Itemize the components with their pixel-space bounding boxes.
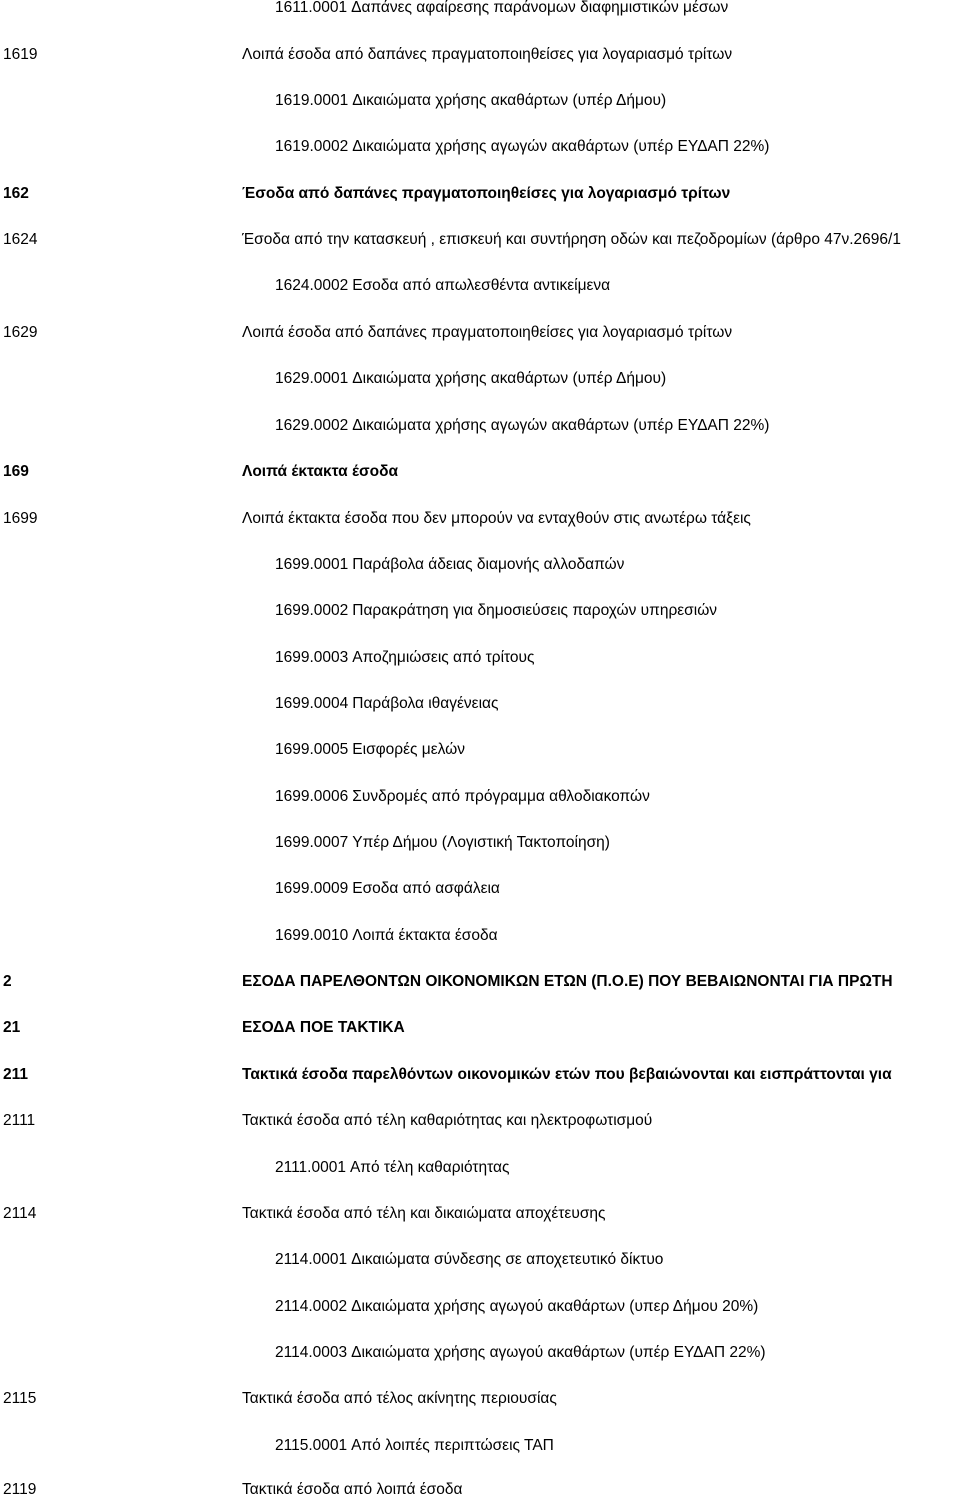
subaccount-row — [0, 553, 960, 577]
subaccount-code: 1699.0005 — [275, 741, 349, 758]
subaccount-code: 1699.0007 — [275, 834, 349, 851]
subaccount-row — [0, 89, 960, 113]
subaccount-row — [0, 1248, 960, 1272]
subaccount-row — [0, 0, 960, 20]
account-code: 1624 — [3, 231, 38, 248]
account-row — [0, 321, 960, 345]
subaccount-row — [0, 785, 960, 809]
account-code: 2114 — [3, 1205, 37, 1222]
account-code: 1699 — [3, 510, 38, 527]
subaccount-row — [0, 1341, 960, 1365]
subaccount-label: Από λοιπές περιπτώσεις ΤΑΠ — [351, 1437, 554, 1454]
account-code: 2115 — [3, 1390, 37, 1407]
account-code: 1629 — [3, 324, 38, 341]
subaccount-row — [0, 877, 960, 901]
subaccount-code: 1629.0002 — [275, 417, 349, 434]
account-row — [0, 1202, 960, 1226]
subaccount-label: Αποζημιώσεις από τρίτους — [352, 649, 535, 666]
subaccount-code: 1699.0002 — [275, 602, 349, 619]
group-code: 211 — [3, 1066, 29, 1083]
subaccount-label: Δικαιώματα χρήσης αγωγών ακαθάρτων (υπέρ ΕΥΔΑΠ 22%) — [352, 138, 770, 155]
subaccount-label: Παρακράτηση για δημοσιεύσεις παροχών υπηρεσιών — [352, 602, 718, 619]
group-row — [0, 1016, 960, 1040]
subaccount-label: Υπέρ Δήμου (Λογιστική Τακτοποίηση) — [352, 834, 610, 851]
group-label: Λοιπά έκτακτα έσοδα — [242, 463, 398, 480]
subaccount-code: 1611.0001 — [275, 0, 348, 16]
account-label: Έσοδα από την κατασκευή , επισκευή και συντήρηση οδών και πεζοδρομίων (άρθρο 47ν.2696/1 — [242, 231, 901, 248]
subaccount-code: 1699.0010 — [275, 927, 349, 944]
account-row — [0, 1387, 960, 1411]
subaccount-code: 2114.0001 — [275, 1251, 348, 1268]
subaccount-row — [0, 1156, 960, 1180]
subaccount-code: 1619.0001 — [275, 92, 349, 109]
account-row — [0, 507, 960, 531]
account-label: Τακτικά έσοδα από τέλος ακίνητης περιουσίας — [242, 1390, 557, 1407]
account-label: Λοιπά έκτακτα έσοδα που δεν μπορούν να ενταχθούν στις ανωτέρω τάξεις — [242, 510, 751, 527]
subaccount-row — [0, 738, 960, 762]
account-code: 2119 — [3, 1481, 37, 1498]
group-label: Έσοδα από δαπάνες πραγματοποιηθείσες για λογαριασμό τρίτων — [242, 185, 731, 202]
subaccount-label: Δαπάνες αφαίρεσης παράνομων διαφημιστικών μέσων — [351, 0, 729, 16]
subaccount-label: Λοιπά έκτακτα έσοδα — [352, 927, 498, 944]
subaccount-label: Εσοδα από ασφάλεια — [352, 880, 500, 897]
group-label: ΕΣΟΔΑ ΠΟΕ ΤΑΚΤΙΚΑ — [242, 1019, 405, 1036]
subaccount-row — [0, 924, 960, 948]
subaccount-row — [0, 646, 960, 670]
group-code: 2 — [3, 973, 12, 990]
account-row — [0, 1478, 960, 1502]
subaccount-code: 1629.0001 — [275, 370, 349, 387]
subaccount-code: 2111.0001 — [275, 1159, 346, 1176]
subaccount-code: 1619.0002 — [275, 138, 349, 155]
group-row — [0, 1063, 960, 1087]
subaccount-label: Εσοδα από απωλεσθέντα αντικείμενα — [352, 277, 611, 294]
group-row — [0, 460, 960, 484]
account-row — [0, 228, 960, 252]
account-label: Τακτικά έσοδα από τέλη και δικαιώματα αποχέτευσης — [242, 1205, 606, 1222]
account-row — [0, 43, 960, 67]
subaccount-row — [0, 599, 960, 623]
subaccount-label: Από τέλη καθαριότητας — [349, 1159, 510, 1176]
subaccount-code: 2114.0003 — [275, 1344, 348, 1361]
subaccount-code: 1699.0003 — [275, 649, 349, 666]
subaccount-label: Συνδρομές από πρόγραμμα αθλοδιακοπών — [352, 788, 650, 805]
subaccount-label: Δικαιώματα σύνδεσης σε αποχετευτικό δίκτυο — [351, 1251, 664, 1268]
subaccount-row — [0, 367, 960, 391]
group-label: ΕΣΟΔΑ ΠΑΡΕΛΘΟΝΤΩΝ ΟΙΚΟΝΟΜΙΚΩΝ ΕΤΩΝ (Π.Ο.Ε) ΠΟΥ ΒΕΒΑΙΩΝΟΝΤΑΙ ΓΙΑ ΠΡΩΤΗ — [242, 973, 893, 990]
subaccount-row — [0, 1295, 960, 1319]
subaccount-row — [0, 692, 960, 716]
account-label: Τακτικά έσοδα από τέλη καθαριότητας και ηλεκτροφωτισμού — [242, 1112, 653, 1129]
account-row — [0, 1109, 960, 1133]
subaccount-row — [0, 135, 960, 159]
subaccount-label: Δικαιώματα χρήσης αγωγού ακαθάρτων (υπερ Δήμου 20%) — [351, 1298, 759, 1315]
account-code: 2111 — [3, 1112, 36, 1129]
account-label: Λοιπά έσοδα από δαπάνες πραγματοποιηθείσες για λογαριασμό τρίτων — [242, 324, 733, 341]
subaccount-code: 1699.0009 — [275, 880, 349, 897]
subaccount-label: Εισφορές μελών — [352, 741, 466, 758]
subaccount-label: Παράβολα ιθαγένειας — [352, 695, 499, 712]
subaccount-label: Δικαιώματα χρήσης αγωγού ακαθάρτων (υπέρ ΕΥΔΑΠ 22%) — [351, 1344, 766, 1361]
subaccount-code: 1699.0001 — [275, 556, 349, 573]
subaccount-code: 2114.0002 — [275, 1298, 348, 1315]
subaccount-label: Δικαιώματα χρήσης ακαθάρτων (υπέρ Δήμου) — [352, 92, 667, 109]
account-code: 1619 — [3, 46, 38, 63]
subaccount-row — [0, 831, 960, 855]
subaccount-code: 1699.0004 — [275, 695, 349, 712]
group-row — [0, 970, 960, 994]
subaccount-code: 1624.0002 — [275, 277, 349, 294]
subaccount-row — [0, 274, 960, 298]
group-code: 21 — [3, 1019, 21, 1036]
subaccount-code: 1699.0006 — [275, 788, 349, 805]
account-label: Τακτικά έσοδα από λοιπά έσοδα — [242, 1481, 463, 1498]
subaccount-row — [0, 1434, 960, 1458]
subaccount-label: Δικαιώματα χρήσης ακαθάρτων (υπέρ Δήμου) — [352, 370, 667, 387]
group-code: 169 — [3, 463, 29, 480]
account-label: Λοιπά έσοδα από δαπάνες πραγματοποιηθείσες για λογαριασμό τρίτων — [242, 46, 733, 63]
group-row — [0, 182, 960, 206]
group-label: Τακτικά έσοδα παρελθόντων οικονομικών ετών που βεβαιώνονται και εισπράττονται για — [242, 1066, 892, 1083]
subaccount-label: Παράβολα άδειας διαμονής αλλοδαπών — [352, 556, 625, 573]
subaccount-code: 2115.0001 — [275, 1437, 348, 1454]
group-code: 162 — [3, 185, 29, 202]
subaccount-label: Δικαιώματα χρήσης αγωγών ακαθάρτων (υπέρ ΕΥΔΑΠ 22%) — [352, 417, 770, 434]
subaccount-row — [0, 414, 960, 438]
